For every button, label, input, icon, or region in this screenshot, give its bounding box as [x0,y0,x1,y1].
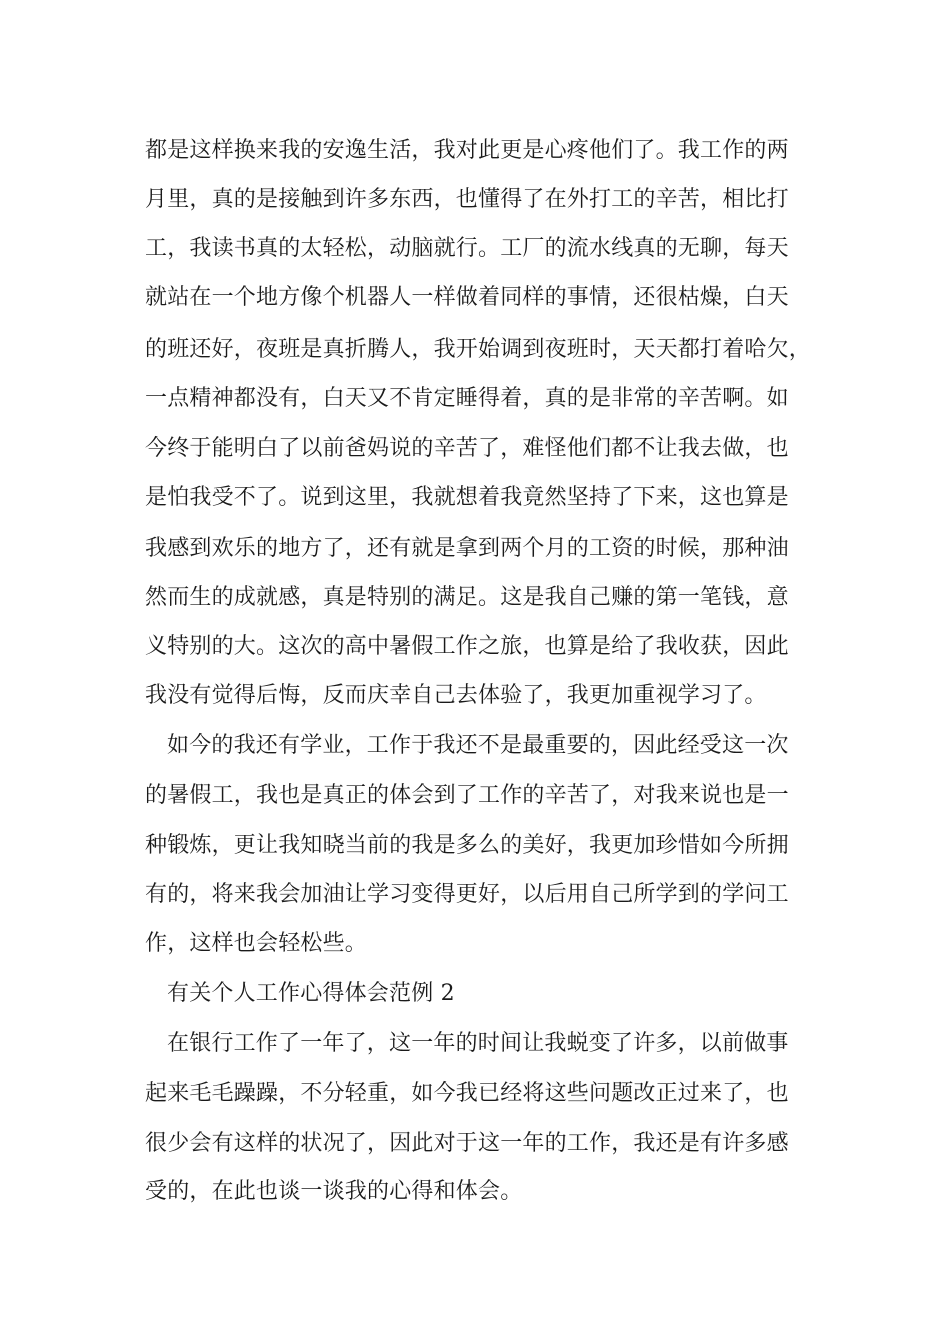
text-line: 作，这样也会轻松些。 [145,931,368,956]
text-line: 今终于能明白了以前爸妈说的辛苦了，难怪他们都不让我去做，也 [145,436,789,461]
text-line: 工，我读书真的太轻松，动脑就行。工厂的流水线真的无聊，每天 [145,236,789,261]
text-line: 一点精神都没有，白天又不肯定睡得着，真的是非常的辛苦啊。如 [145,386,789,411]
text-line: 就站在一个地方像个机器人一样做着同样的事情，还很枯燥，白天 [145,285,789,310]
text-line: 的班还好，夜班是真折腾人，我开始调到夜班时，天天都打着哈欠， [145,337,812,362]
text-line: 月里，真的是接触到许多东西，也懂得了在外打工的辛苦，相比打 [145,187,789,212]
text-line: 种锻炼，更让我知晓当前的我是多么的美好，我更加珍惜如今所拥 [145,833,789,858]
text-line: 我没有觉得后悔，反而庆幸自己去体验了，我更加重视学习了。 [145,683,767,708]
text-line: 的暑假工，我也是真正的体会到了工作的辛苦了，对我来说也是一 [145,783,789,808]
text-line: 然而生的成就感，真是特别的满足。这是我自己赚的第一笔钱，意 [145,585,789,610]
text-line: 起来毛毛躁躁，不分轻重，如今我已经将这些问题改正过来了，也 [145,1081,789,1106]
text-line: 在银行工作了一年了，这一年的时间让我蜕变了许多，以前做事 [167,1031,789,1056]
section-heading: 有关个人工作心得体会范例 2 [167,981,455,1006]
text-line: 是怕我受不了。说到这里，我就想着我竟然坚持了下来，这也算是 [145,485,789,510]
text-line: 有的，将来我会加油让学习变得更好，以后用自己所学到的学问工 [145,882,789,907]
text-line: 都是这样换来我的安逸生活，我对此更是心疼他们了。我工作的两 [145,138,789,163]
text-line: 我感到欢乐的地方了，还有就是拿到两个月的工资的时候，那种油 [145,536,789,561]
text-line: 很少会有这样的状况了，因此对于这一年的工作，我还是有许多感 [145,1131,789,1156]
text-line: 如今的我还有学业，工作于我还不是最重要的，因此经受这一次 [167,733,789,758]
text-line: 义特别的大。这次的高中暑假工作之旅，也算是给了我收获，因此 [145,634,789,659]
text-line: 受的，在此也谈一谈我的心得和体会。 [145,1179,523,1204]
